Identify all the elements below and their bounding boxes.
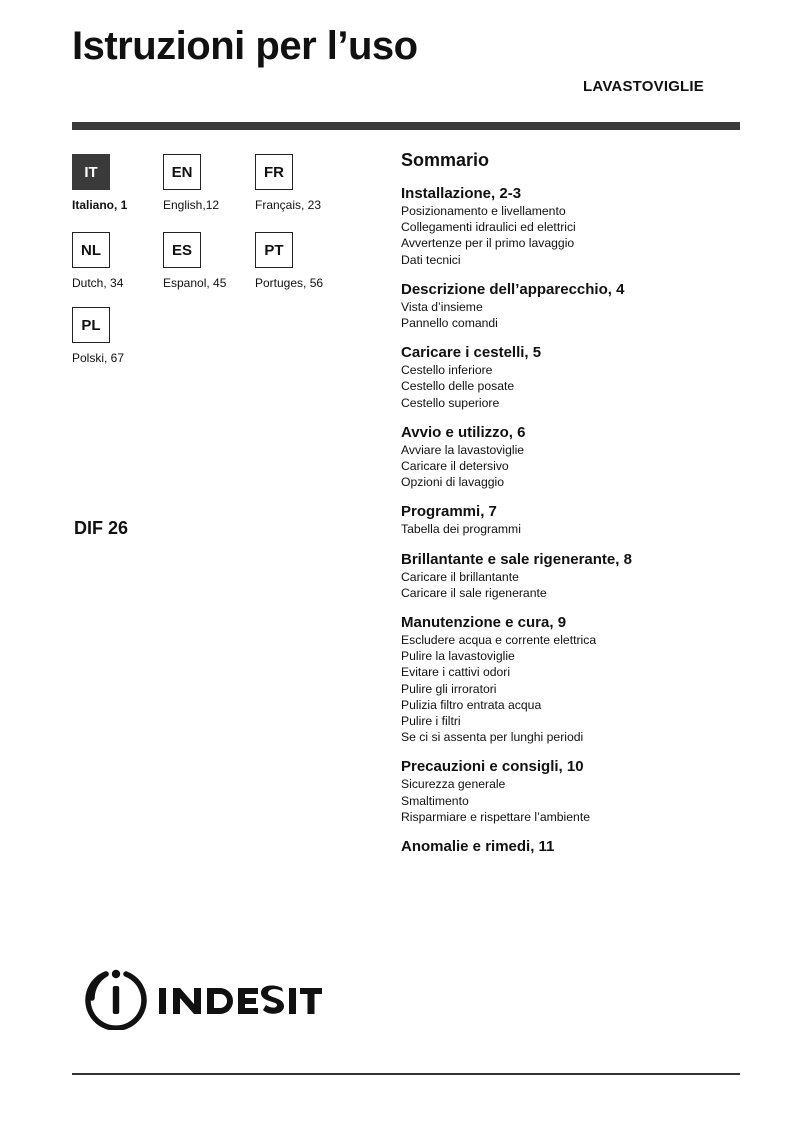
model-number: DIF 26 [74, 518, 129, 538]
language-code-badge: ES [163, 232, 201, 268]
toc-section [401, 424, 741, 491]
toc-item[interactable]: Escludere acqua e corrente elettrica [401, 633, 597, 648]
language-label: Espanol, 45 [163, 276, 227, 290]
toc-section [401, 758, 741, 825]
brand-logo [84, 966, 324, 1030]
footer-divider [72, 1073, 740, 1075]
language-code-badge: FR [255, 154, 293, 190]
language-code-badge: PL [72, 307, 110, 343]
toc-section [401, 344, 741, 411]
toc-item[interactable]: Cestello superiore [401, 395, 500, 410]
language-label: English,12 [163, 198, 220, 212]
language-label: Portuges, 56 [255, 276, 324, 290]
toc-item[interactable]: Cestello delle posate [401, 379, 515, 394]
language-option-es[interactable] [163, 232, 259, 290]
indesit-logo-icon [84, 966, 324, 1030]
language-label: Français, 23 [255, 198, 322, 212]
toc-section [401, 838, 741, 856]
toc-item[interactable]: Caricare il sale rigenerante [401, 585, 547, 600]
language-label: Italiano, 1 [72, 198, 128, 212]
table-of-contents [401, 150, 741, 869]
toc-item[interactable]: Tabella dei programmi [401, 522, 521, 537]
language-code-badge: NL [72, 232, 110, 268]
language-option-pt[interactable] [255, 232, 351, 290]
toc-item[interactable]: Pulire i filtri [401, 714, 461, 729]
toc-section-heading[interactable]: Brillantante e sale rigenerante, 8 [401, 550, 632, 568]
toc-section-heading[interactable]: Descrizione dell’apparecchio, 4 [401, 280, 625, 298]
toc-section-heading[interactable]: Precauzioni e consigli, 10 [401, 758, 584, 776]
language-code-badge: PT [255, 232, 293, 268]
language-code-badge: EN [163, 154, 201, 190]
toc-item[interactable]: Cestello inferiore [401, 363, 493, 378]
language-option-it[interactable] [72, 154, 168, 212]
toc-section [401, 281, 741, 331]
toc-section-heading[interactable]: Anomalie e rimedi, 11 [401, 838, 555, 856]
language-code-badge: IT [72, 154, 110, 190]
toc-section-heading[interactable]: Manutenzione e cura, 9 [401, 614, 567, 632]
toc-title: Sommario [401, 150, 490, 170]
toc-item[interactable]: Posizionamento e livellamento [401, 204, 566, 218]
product-type: LAVASTOVIGLIE [583, 78, 704, 95]
toc-sections [401, 185, 741, 856]
toc-item[interactable]: Dati tecnici [401, 252, 461, 267]
language-option-nl[interactable] [72, 232, 168, 290]
toc-section-heading[interactable]: Caricare i cestelli, 5 [401, 344, 542, 362]
toc-item[interactable]: Se ci si assenta per lunghi periodi [401, 730, 584, 745]
language-option-fr[interactable] [255, 154, 351, 212]
toc-item[interactable]: Caricare il detersivo [401, 459, 509, 474]
toc-item[interactable]: Vista d’insieme [401, 299, 483, 314]
toc-section [401, 185, 741, 268]
toc-item[interactable]: Sicurezza generale [401, 777, 506, 792]
toc-item[interactable]: Pulire gli irroratori [401, 681, 497, 696]
language-option-en[interactable] [163, 154, 259, 212]
language-label: Polski, 67 [72, 351, 125, 365]
toc-item[interactable]: Avvertenze per il primo lavaggio [401, 236, 575, 251]
toc-section-heading[interactable]: Avvio e utilizzo, 6 [401, 423, 526, 441]
toc-item[interactable]: Risparmiare e rispettare l’ambiente [401, 809, 590, 824]
toc-item[interactable]: Caricare il brillantante [401, 569, 519, 584]
toc-section [401, 614, 741, 745]
toc-item[interactable]: Evitare i cattivi odori [401, 665, 511, 680]
toc-section-heading[interactable]: Installazione, 2-3 [401, 185, 522, 202]
language-label: Dutch, 34 [72, 276, 124, 290]
toc-section [401, 503, 741, 537]
toc-item[interactable]: Opzioni di lavaggio [401, 475, 504, 490]
header-divider [72, 122, 740, 130]
toc-item[interactable]: Pulire la lavastoviglie [401, 649, 515, 664]
toc-item[interactable]: Collegamenti idraulici ed elettrici [401, 220, 576, 235]
toc-item[interactable]: Pannello comandi [401, 316, 498, 331]
toc-item[interactable]: Pulizia filtro entrata acqua [401, 697, 542, 712]
language-option-pl[interactable] [72, 307, 168, 365]
toc-item[interactable]: Smaltimento [401, 793, 469, 808]
page-title: Istruzioni per l’uso [72, 24, 418, 68]
toc-section-heading[interactable]: Programmi, 7 [401, 503, 497, 521]
toc-section [401, 551, 741, 601]
toc-item[interactable]: Avviare la lavastoviglie [401, 442, 525, 457]
